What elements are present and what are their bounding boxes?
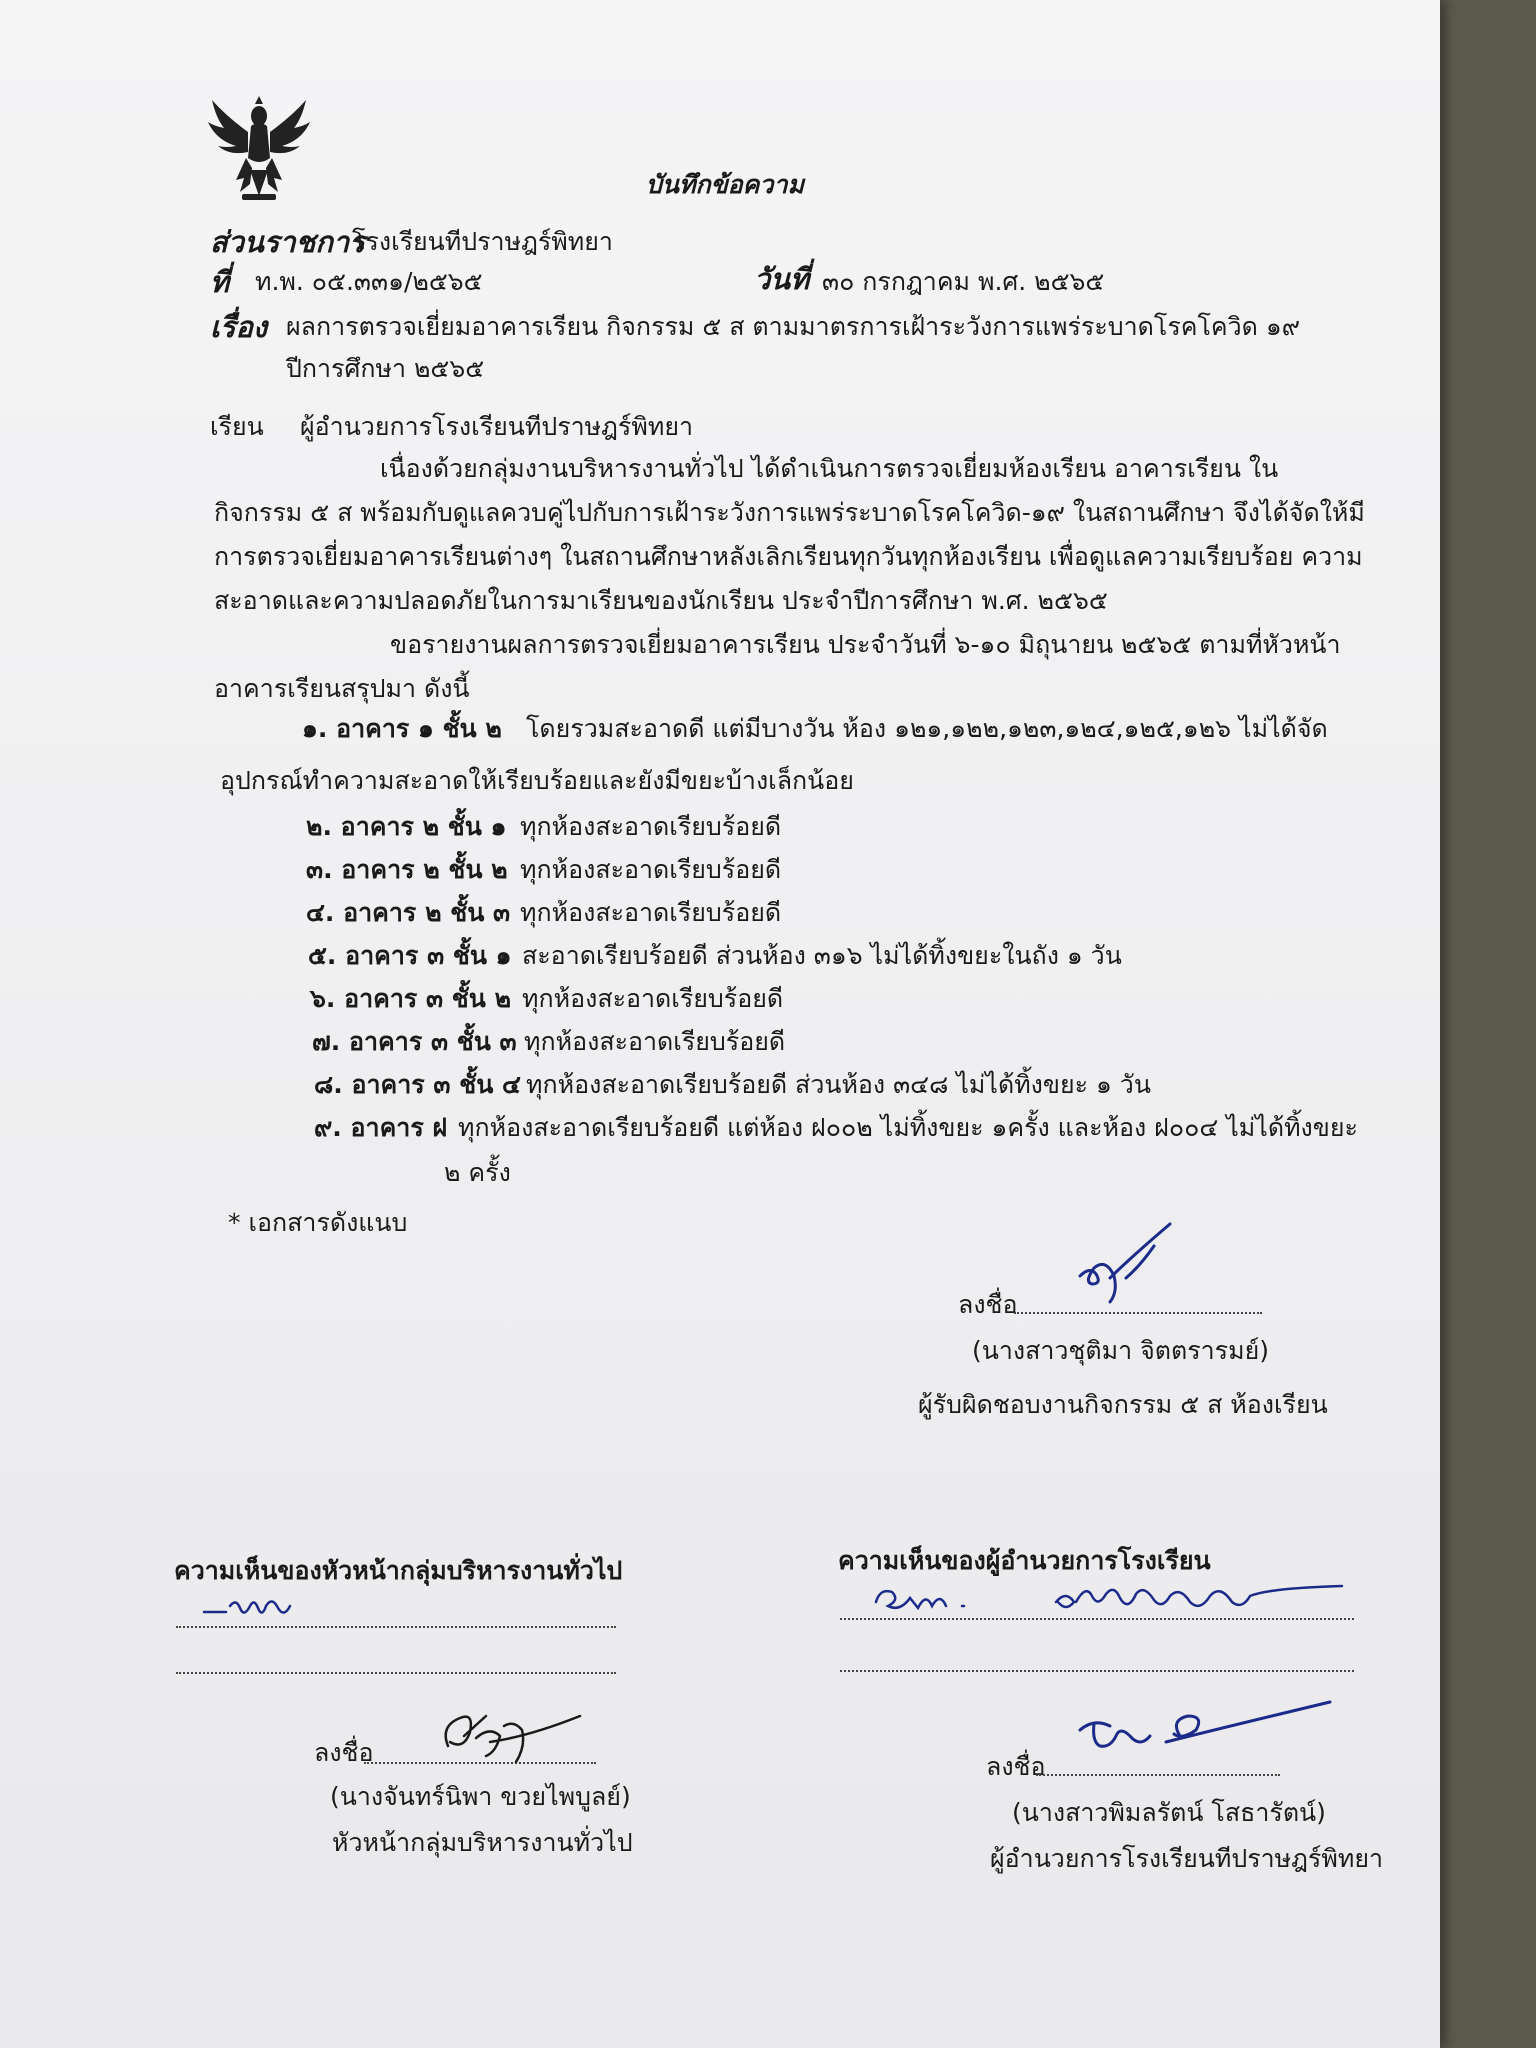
- para1-line4: สะอาดและความปลอดภัยในการมาเรียนของนักเรียน ประจำปีการศึกษา พ.ศ. ๒๕๖๕: [214, 586, 1108, 615]
- subject-line2: ปีการศึกษา ๒๕๖๕: [286, 354, 485, 383]
- item-5-text: สะอาดเรียบร้อยดี ส่วนห้อง ๓๑๖ ไม่ได้ทิ้งขยะในถัง ๑ วัน: [522, 941, 1122, 970]
- item-4-text: ทุกห้องสะอาดเรียบร้อยดี: [520, 898, 782, 927]
- sign-left-heading: ความเห็นของหัวหน้ากลุ่มบริหารงานทั่วไป: [174, 1556, 623, 1585]
- para2-line1: ขอรายงานผลการตรวจเยี่ยมอาคารเรียน ประจำวันที่ ๖-๑๐ มิถุนายน ๒๕๖๕ ตามที่หัวหน้า: [390, 630, 1341, 659]
- item-9-cont: ๒ ครั้ง: [444, 1158, 511, 1187]
- item-2-text: ทุกห้องสะอาดเรียบร้อยดี: [520, 812, 782, 841]
- sign-right-label: ลงชื่อ: [986, 1752, 1046, 1781]
- sign-main-name: (นางสาวชุติมา จิตตรารมย์): [972, 1336, 1269, 1365]
- garuda-emblem-icon: [206, 96, 312, 206]
- para1-line1: เนื่องด้วยกลุ่มงานบริหารงานทั่วไป ได้ดำเนินการตรวจเยี่ยมห้องเรียน อาคารเรียน ใน: [380, 454, 1279, 483]
- item-6-num: ๖. อาคาร ๓ ชั้น ๒: [310, 984, 512, 1013]
- agency-label: ส่วนราชการ: [210, 225, 365, 259]
- sign-left-label: ลงชื่อ: [314, 1738, 374, 1767]
- item-7-text: ทุกห้องสะอาดเรียบร้อยดี: [524, 1027, 786, 1056]
- item-5-num: ๕. อาคาร ๓ ชั้น ๑: [308, 941, 512, 970]
- sign-right-heading: ความเห็นของผู้อำนวยการโรงเรียน: [838, 1546, 1211, 1575]
- sign-right-name: (นางสาวพิมลรัตน์ โสธารัตน์): [1012, 1798, 1326, 1827]
- item-1-cont: อุปกรณ์ทำความสะอาดให้เรียบร้อยและยังมีขยะบ้างเล็กน้อย: [220, 766, 854, 795]
- item-2-num: ๒. อาคาร ๒ ชั้น ๑: [306, 812, 507, 841]
- comment-left-line1: [176, 1626, 616, 1628]
- item-1-num: ๑. อาคาร ๑ ชั้น ๒: [302, 714, 502, 743]
- item-7-num: ๗. อาคาร ๓ ชั้น ๓: [312, 1027, 517, 1056]
- agency-value: โรงเรียนทีปราษฎร์พิทยา: [352, 227, 613, 256]
- item-6-text: ทุกห้องสะอาดเรียบร้อยดี: [522, 984, 784, 1013]
- item-3-text: ทุกห้องสะอาดเรียบร้อยดี: [520, 855, 782, 884]
- sign-main-position: ผู้รับผิดชอบงานกิจกรรม ๕ ส ห้องเรียน: [918, 1390, 1328, 1419]
- comment-left-line2: [176, 1672, 616, 1674]
- item-9-num: ๙. อาคาร ฝ: [314, 1113, 448, 1142]
- ref-value: ท.พ. ๐๕.๓๓๑/๒๕๖๕: [255, 267, 483, 296]
- comment-right-line2: [840, 1670, 1354, 1672]
- item-8-text: ทุกห้องสะอาดเรียบร้อยดี ส่วนห้อง ๓๔๘ ไม่ได้ทิ้งขยะ ๑ วัน: [526, 1070, 1151, 1099]
- signature-main: [1070, 1218, 1180, 1318]
- item-9-text: ทุกห้องสะอาดเรียบร้อยดี แต่ห้อง ฝ๐๐๒ ไม่ทิ้งขยะ ๑ครั้ง และห้อง ฝ๐๐๔ ไม่ได้ทิ้งขยะ: [458, 1113, 1358, 1142]
- date-label: วันที่: [754, 262, 810, 296]
- item-3-num: ๓. อาคาร ๒ ชั้น ๒: [306, 855, 508, 884]
- item-4-num: ๔. อาคาร ๒ ชั้น ๓: [306, 898, 511, 927]
- signature-left: [430, 1696, 590, 1776]
- sign-right-position: ผู้อำนวยการโรงเรียนทีปราษฎร์พิทยา: [990, 1844, 1384, 1873]
- para1-line2: กิจกรรม ๕ ส พร้อมกับดูแลควบคู่ไปกับการเฝ้าระวังการแพร่ระบาดโรคโควิด-๑๙ ในสถานศึกษา จึงได้จัดให้มี: [214, 498, 1365, 527]
- sign-main-label: ลงชื่อ: [958, 1290, 1018, 1319]
- date-value: ๓๐ กรกฎาคม พ.ศ. ๒๕๖๕: [822, 267, 1105, 296]
- handwritten-comment-left: [200, 1588, 310, 1628]
- subject-line1: ผลการตรวจเยี่ยมอาคารเรียน กิจกรรม ๕ ส ตามมาตรการเฝ้าระวังการแพร่ระบาดโรคโควิด ๑๙: [286, 312, 1301, 341]
- subject-label: เรื่อง: [210, 310, 268, 344]
- signature-right: [1070, 1696, 1340, 1766]
- para1-line3: การตรวจเยี่ยมอาคารเรียนต่างๆ ในสถานศึกษาหลังเลิกเรียนทุกวันทุกห้องเรียน เพื่อดูแลความเรียบร้อย ความ: [214, 542, 1363, 571]
- to-value: ผู้อำนวยการโรงเรียนทีปราษฎร์พิทยา: [300, 412, 694, 441]
- memo-title: บันทึกข้อความ: [646, 170, 804, 199]
- item-8-num: ๘. อาคาร ๓ ชั้น ๔: [314, 1070, 521, 1099]
- handwritten-comment-right: [870, 1572, 1350, 1622]
- sign-left-name: (นางจันทร์นิพา ขวยไพบูลย์): [330, 1782, 631, 1811]
- ref-label: ที่: [210, 265, 230, 299]
- comment-right-line1: [840, 1618, 1354, 1620]
- sign-left-position: หัวหน้ากลุ่มบริหารงานทั่วไป: [332, 1828, 633, 1857]
- attachment-note: * เอกสารดังแนบ: [228, 1208, 408, 1237]
- sign-right-line: [1036, 1774, 1280, 1776]
- to-label: เรียน: [210, 412, 264, 441]
- item-1-text: โดยรวมสะอาดดี แต่มีบางวัน ห้อง ๑๒๑,๑๒๒,๑๒๓,๑๒๔,๑๒๕,๑๒๖ ไม่ได้จัด: [526, 714, 1328, 743]
- para2-line2: อาคารเรียนสรุปมา ดังนี้: [214, 674, 470, 703]
